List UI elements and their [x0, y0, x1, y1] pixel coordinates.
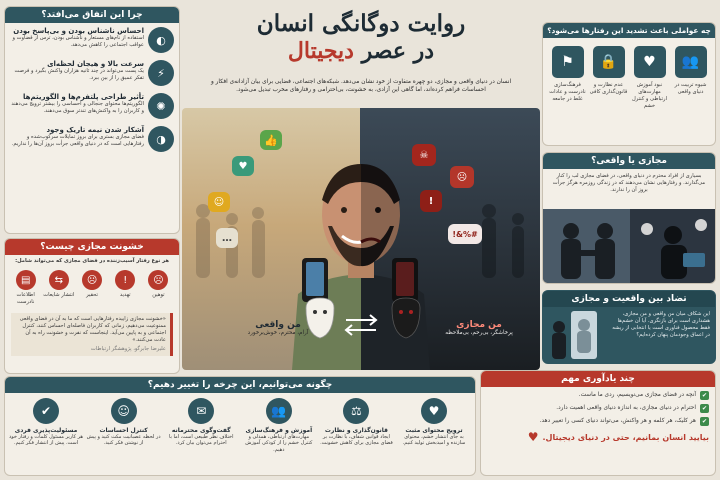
mirror-illustration: [547, 309, 601, 361]
change-item: [242, 398, 316, 453]
change-item-text: در لحظه عصبانیت مکث کنید و پیش از نوشتن فکر کنید.: [86, 434, 161, 447]
reminder-text: هر کلیک، هر کلمه و هر واکنش، می‌تواند دنیای کسی را تغییر دهد.: [539, 418, 696, 424]
change-item-title: قانون‌گذاری و نظارت: [324, 427, 388, 434]
change-item: [9, 398, 83, 453]
change-title: چگونه می‌توانیم، این چرخه را تغییر دهیم؟: [5, 377, 475, 393]
change-item-title: کنترل احساسات: [99, 427, 148, 434]
change-item-title: آموزش و فرهنگ‌سازی: [245, 427, 313, 434]
change-item-text: ایجاد قوانین شفاف، با نظارت بر فضای مجازی برای کاهش خشونت.: [320, 434, 393, 447]
violence-type: [109, 270, 141, 306]
title-line2-b: دیجیتال: [287, 38, 354, 64]
share-icon: ⇆: [49, 270, 69, 290]
virtual-label: من مجازی: [456, 320, 502, 330]
warning-icon: !: [115, 270, 135, 290]
reminder-closing-row: [481, 430, 715, 444]
people-heart-icon: ♥: [527, 430, 539, 444]
shield-icon: ✔: [33, 398, 59, 424]
why-item-title: احساس ناشناس بودن و بی‌پاسخ بودن: [13, 27, 144, 35]
change-item-text: به جای انتشار خشم، محتوای سازنده و امیدبخش تولید کنیم.: [402, 434, 466, 447]
brain-icon: ✺: [148, 93, 174, 119]
factor-item: [672, 46, 710, 110]
curse-bubble: #%&!: [448, 224, 482, 244]
why-item-text: یک پست می‌تواند در چند ثانیه هزاران واکنش بگیرد و فرصت تفکر عمیق را از بین ببرد.: [14, 68, 144, 81]
document-icon: ▤: [16, 270, 36, 290]
why-item-text: الگوریتم‌ها محتوای جنجالی و احساسی را بیشتر ترویج می‌دهند و کاربران را به واکنش‌های تندتر سوق می‌دهند.: [11, 101, 144, 114]
heart-bubble: ♥: [232, 156, 254, 176]
factors-title: چه عواملی باعث تشدید این رفتارها می‌شود؟: [543, 23, 715, 38]
people-icon: 👥: [675, 46, 707, 78]
real-label: من واقعی: [255, 320, 301, 330]
factors-list: [543, 38, 715, 110]
why-item-title: سرعت بالا و هیجان لحظه‌ای: [47, 60, 144, 68]
reminder-text: آنچه در فضای مجازی می‌نویسیم، ردی ما ماست.: [578, 392, 696, 398]
factor-item: [549, 46, 587, 110]
like-bubble: 👍: [260, 130, 282, 150]
people-icon: 👥: [266, 398, 292, 424]
scales-icon: ⚖: [343, 398, 369, 424]
why-item-body: [10, 93, 144, 115]
contrast-text: این شکاف میان من واقعی و من مجازی، هشداری است برای بازنگری. آیا آن خشم‌ها فقط محصول فناوری است یا انتخابی از ریشه در اعماق وجودمان پنهان کرده‌ایم؟: [612, 311, 710, 338]
violence-type: [76, 270, 108, 306]
why-item-text: استفاده از نام‌های مستعار و ناشناس بودن، ترس از قضاوت و عواقب اجتماعی را کاهش می‌دهد.: [12, 35, 144, 48]
virtual-sub: پرخاشگر، بی‌رحم، بی‌ملاحظه: [445, 330, 513, 336]
change-panel: [4, 376, 476, 476]
why-item: [10, 27, 174, 53]
change-list: [5, 393, 475, 453]
reminder-panel: [480, 370, 716, 476]
angry-face-icon: ☹: [148, 270, 168, 290]
why-item-body: [10, 60, 144, 82]
reminder-list: [481, 387, 715, 430]
chat-bubble: …: [216, 228, 238, 248]
why-item: [10, 93, 174, 119]
heart-chat-icon: ♥: [421, 398, 447, 424]
head-icon: ☺: [111, 398, 137, 424]
change-item-title: ترویج محتوای مثبت: [405, 427, 463, 434]
contrast-title: تضاد بین واقعیت و مجازی: [543, 291, 715, 307]
why-panel: [4, 6, 180, 234]
reminder-item: [487, 417, 709, 426]
reminder-text: احترام در دنیای مجازی، به اندازه دنیای واقعی اهمیت دارد.: [556, 405, 696, 411]
violence-types: [5, 268, 179, 308]
why-list: [5, 23, 179, 156]
why-title: چرا این اتفاق می‌افتد؟: [5, 7, 179, 23]
intro-text: انسان در دنیای واقعی و مجازی، دو چهره متفاوت از خود نشان می‌دهد. شبکه‌های اجتماعی، فضایی برای بیان آزادانه‌ی افکار و احساسات فراهم کرده‌اند، اما گاهی این آزادی، به خشونت، بی‌احترامی و رفتارهای مخرب تبدیل می‌شود.: [210, 79, 512, 93]
violence-type: [10, 270, 42, 306]
change-item: [319, 398, 393, 453]
why-item: [10, 60, 174, 86]
real-sub: آرام، محترم، خوش‌برخورد: [247, 330, 309, 336]
violence-type-label: تهدید: [119, 292, 131, 298]
violence-title: خشونت مجازی چیست؟: [5, 239, 179, 255]
violence-subtitle: هر نوع رفتار آسیب‌زننده در فضای مجازی که می‌تواند شامل:: [15, 258, 169, 264]
skull-bubble: ☠: [412, 144, 436, 166]
handshake-illustration: [543, 209, 716, 283]
why-item: [10, 126, 174, 152]
why-item-title: آشکار شدن نیمه تاریک وجود: [46, 126, 144, 134]
violence-quote: «خشونت مجازی زاییده رفتارهایی است که ما به آن در فضای واقعی ممنوعیت می‌دهیم، زمانی که کاربران فاصله‌ای احساس کنند، کنترل اجتماعی و به پایین می‌آید. اینجاست که نفرت و خشونت راه به آن عادت می‌کنند.»: [19, 316, 166, 343]
violence-type-label: توهین: [152, 292, 165, 298]
violence-type-label: تحقیر: [86, 292, 98, 298]
virtual-or-real-panel: [542, 152, 716, 284]
factor-label: شیوه تربیت در دنیای واقعی: [674, 82, 707, 95]
heart-hands-icon: ♥: [634, 46, 666, 78]
factor-label: عدم نظارت و قانون‌گذاری کافی: [589, 82, 628, 95]
violence-panel: [4, 238, 180, 374]
violence-type: [142, 270, 174, 306]
sad-face-icon: ☹: [82, 270, 102, 290]
contrast-panel: [542, 290, 716, 364]
reminder-title: چند یادآوری مهم: [481, 371, 715, 387]
violence-quote-box: [11, 313, 173, 356]
main-title: [182, 10, 540, 64]
why-item-title: تأثیر طراحی پلتفرم‌ها و الگوریتم‌ها: [23, 93, 144, 101]
lock-icon: 🔒: [593, 46, 625, 78]
factor-item: [631, 46, 669, 110]
title-line2: [182, 38, 540, 64]
change-item-text: اختلاف نظر طبیعی است، اما با احترام می‌توان بیان کرد.: [168, 434, 234, 447]
smile-bubble: ☺: [208, 192, 230, 212]
warning-bubble: !: [420, 190, 442, 212]
check-icon: ✔: [701, 392, 708, 399]
title-line1: روایت دوگانگی انسان: [256, 10, 466, 37]
violence-quote-author: علیرضا جابرگو، پژوهشگر ارتباطات: [90, 346, 166, 352]
real-self-label: [238, 320, 318, 336]
angry-bubble: ☹: [450, 166, 474, 188]
why-item-body: [10, 27, 144, 49]
virtual-self-label: [434, 320, 524, 336]
factors-panel: [542, 22, 716, 146]
reminder-closing: بیایید انسان بمانیم، حتی در دنیای دیجیتال.: [542, 432, 709, 442]
factor-label: فرهنگ‌سازی نادرست و عادات غلط در جامعه: [549, 82, 586, 102]
violence-type-label: انتشار شایعات: [43, 292, 75, 298]
incognito-icon: ◐: [148, 27, 174, 53]
lightning-icon: ⚡: [148, 60, 174, 86]
change-item-title: گفت‌وگوی محترمانه: [171, 427, 231, 434]
why-item-body: [10, 126, 144, 148]
violence-type: [43, 270, 75, 306]
factor-label: نبود آموزش مهارت‌های ارتباطی و کنترل خشم: [631, 82, 668, 109]
change-item-text: هر کاربر مسئول کلمات و رفتار خود است. پیش از انتشار فکر کنیم.: [9, 434, 84, 447]
why-item-text: فضای مجازی بستری برای بروز تمایلات سرکوب‌شده و رفتارهایی است که در دنیای واقعی جرأت بروز آن‌ها را نداریم.: [11, 134, 144, 147]
change-item: [87, 398, 161, 453]
factor-item: [590, 46, 628, 110]
reminder-item: [487, 404, 709, 413]
violence-type-label: اطلاعات نادرست: [16, 292, 35, 305]
check-icon: ✔: [701, 418, 708, 425]
chat-icon: ✉: [188, 398, 214, 424]
mask-icon: ◑: [148, 126, 174, 152]
title-line2-a: در عصر: [361, 38, 435, 64]
check-icon: ✔: [701, 405, 708, 412]
change-item-title: مسئولیت‌پذیری فردی: [14, 427, 78, 434]
change-item-text: مهارت‌های ارتباطی، همدلی و کنترل خشم را از کودکی آموزش دهیم.: [245, 434, 313, 453]
reminder-item: [487, 391, 709, 400]
virtual-or-real-text: بسیاری از افراد محترم در دنیای واقعی، در فضای مجازی لب را کنار می‌گذارند. و رفتارهایی نشان می‌دهند که در زندگی روزمره هرگز جرأت بروز آن را ندارند.: [552, 173, 706, 193]
change-item: [164, 398, 238, 453]
duality-scene: [182, 108, 540, 370]
virtual-or-real-title: مجازی یا واقعی؟: [543, 153, 715, 169]
community-icon: ⚑: [552, 46, 584, 78]
change-item: [397, 398, 471, 453]
